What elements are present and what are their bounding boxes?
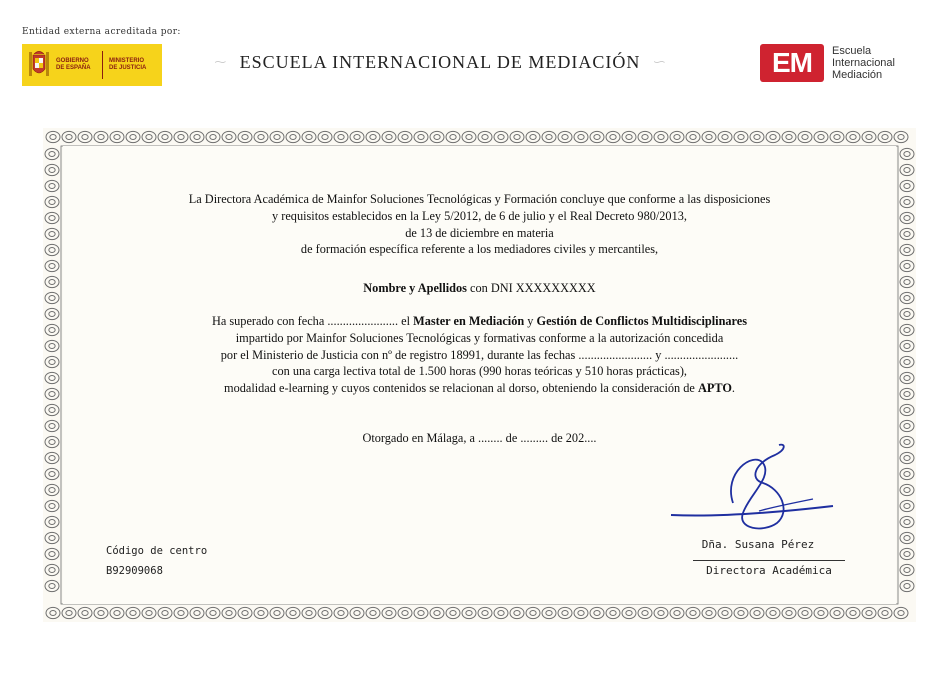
em-logo-line3: Mediación	[832, 69, 883, 81]
document-header	[0, 0, 952, 110]
recipient-dni: con DNI XXXXXXXXX	[466, 281, 596, 295]
course-name-bold: Master en Mediación	[413, 314, 525, 328]
em-logo-text	[832, 45, 895, 81]
em-logo-line1: Escuela	[832, 45, 872, 57]
apto-result: APTO	[697, 381, 732, 396]
center-code-label: Código de centro	[106, 545, 208, 557]
school-title: ESCUELA INTERNACIONAL DE MEDIACIÓN	[239, 51, 641, 72]
certificate-panel	[43, 128, 916, 622]
em-logo-mark: EM	[760, 44, 824, 82]
intro-line-1: La Directora Académica de Mainfor Soluciones Tecnológicas y Formación concluye que conforme a las disposiciones	[188, 192, 771, 206]
course-line-4: con una carga lectiva total de 1.500 horas (990 horas teóricas y 510 horas prácticas),	[272, 364, 687, 379]
intro-line-3: de 13 de diciembre en materia	[405, 225, 554, 240]
gobierno-line2: DE ESPAÑA	[56, 65, 91, 71]
recipient-line	[43, 280, 916, 297]
course-line-5-post: .	[731, 381, 735, 396]
course-paragraph	[43, 313, 916, 397]
right-flourish-icon	[654, 57, 665, 67]
ministerio-line2: DE JUSTICIA	[109, 65, 147, 71]
ministerio-text	[109, 58, 146, 72]
signer-role: Directora Académica	[706, 564, 832, 577]
course-line-3: por el Ministerio de Justicia con nº de registro 18991, durante las fechas ........................ y ........................	[220, 347, 739, 362]
escuela-internacional-mediacion-logo	[760, 40, 930, 86]
course-line-5	[43, 380, 916, 397]
handwritten-signature	[663, 433, 843, 535]
left-flourish-icon	[215, 57, 226, 67]
course-line-2: impartido por Mainfor Soluciones Tecnológicas y formativas conforme a la autorización concedida	[235, 330, 724, 345]
course-name-bold-2: Gestión de Conflictos Multidisciplinares	[536, 314, 748, 328]
center-code-block	[106, 541, 207, 581]
gobierno-espana-logo	[22, 44, 162, 86]
gobierno-line1: GOBIERNO	[56, 58, 89, 64]
intro-line-4: de formación específica referente a los mediadores civiles y mercantiles,	[300, 242, 659, 257]
recipient-name-label: Nombre y Apellidos	[363, 281, 467, 295]
course-line-5-pre: modalidad e-learning y cuyos contenidos se relacionan al dorso, obteniendo la consideración de	[224, 381, 698, 396]
school-title-block	[215, 48, 665, 76]
course-line-1	[43, 313, 916, 330]
center-code-value: B92909068	[106, 565, 163, 577]
gobierno-text	[56, 58, 100, 72]
accreditation-label: Entidad externa acreditada por:	[22, 27, 181, 37]
spain-coat-of-arms-icon	[28, 49, 50, 81]
course-line-1-pre: Ha superado con fecha ....................... el	[211, 314, 414, 328]
em-logo-line2: Internacional	[832, 57, 895, 69]
gov-logo-divider	[102, 51, 103, 79]
course-line-1-mid: y	[524, 314, 537, 328]
intro-paragraph	[43, 191, 916, 258]
ministerio-line1: MINISTERIO	[109, 58, 145, 64]
intro-line-2: y requisitos establecidos en la Ley 5/2012, de 6 de julio y el Real Decreto 980/2013,	[272, 208, 687, 223]
signature-line	[693, 560, 845, 561]
issued-text: Otorgado en Málaga, a ........ de ......... de 202....	[362, 431, 597, 445]
signer-name: Dña. Susana Pérez	[701, 538, 815, 551]
